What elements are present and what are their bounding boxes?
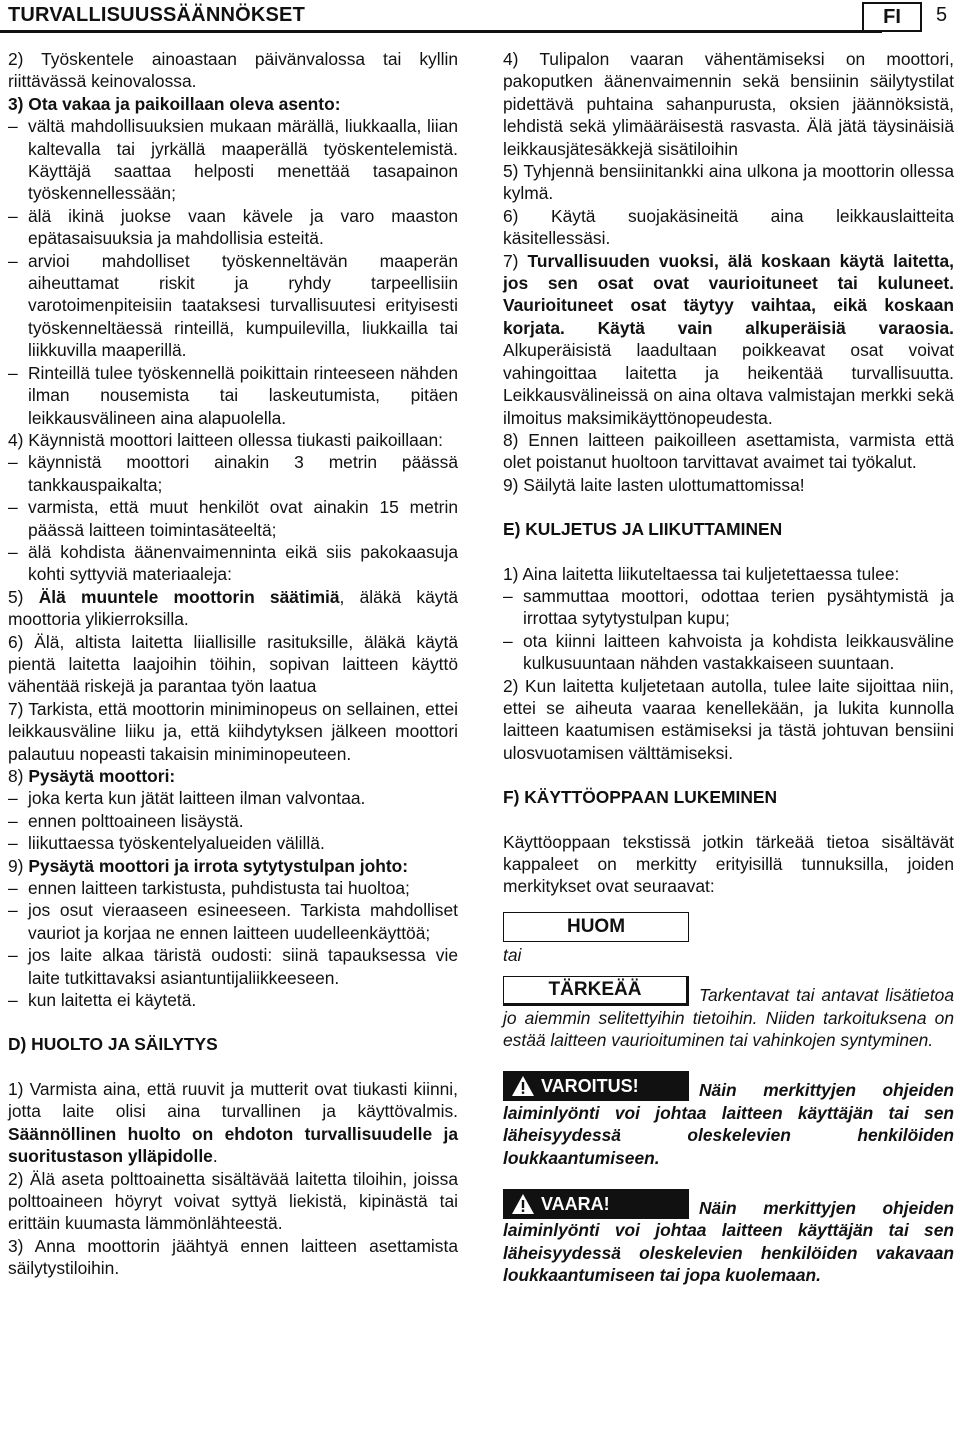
list-item: – jos laite alkaa täristä oudosti: siinä tapauksessa vie laite tutkittavaksi asiantuntijaliikkeeseen. [8,944,458,989]
header-rule [0,30,882,33]
paragraph-e1: 1) Aina laitetta liikuteltaessa tai kuljetettaessa tulee: [503,563,900,584]
tarkeaa-box: TÄRKEÄÄ [503,976,689,1006]
paragraph-d6: 6) Käytä suojakäsineitä aina leikkauslaitteita käsitellessäsi. [503,205,954,249]
paragraph-2: 2) Työskentele ainoastaan päivänvalossa tai kyllin riittävässä keinovalossa. [8,49,458,92]
list-item: – liikuttaessa työskentelyalueiden välillä. [8,832,458,854]
list-item: – vältä mahdollisuuksien mukaan märällä, liukkaalla, liian kaltevalla tai jyrkällä maaperällä työskentelemistä. Käyttäjä saattaa helposti menettää tasapainon työskennellessään; [8,115,458,205]
list-item: – varmista, että muut henkilöt ovat ainakin 15 metrin päässä laitteen toimintasäteeltä; [8,496,458,541]
paragraph-f1: Käyttöoppaan tekstissä jotkin tärkeää tietoa sisältävät kappaleet on merkitty erityisillä tunnuksilla, joiden merkitykset ovat seuraavat: [503,831,954,897]
page-header [0,0,960,34]
list-item: – joka kerta kun jätät laitteen ilman valvontaa. [8,787,458,809]
list-item: – ennen laitteen tarkistusta, puhdistusta tai huoltoa; [8,877,458,899]
section-heading-e: E) KULJETUS JA LIIKUTTAMINEN [503,519,783,540]
paragraph-4-title: 4) Käynnistä moottori laitteen ollessa tiukasti paikoillaan: [8,429,443,450]
section-heading-f: F) KÄYTTÖOPPAAN LUKEMINEN [503,787,778,808]
list-item: – älä kohdista äänenvaimenninta eikä siis pakokaasuja kohti syttyviä materiaaleja: [8,541,458,586]
warning-triangle-icon [511,1075,535,1097]
header-title: TURVALLISUUSSÄÄNNÖKSET [8,4,306,26]
paragraph-d2: 2) Älä aseta polttoainetta sisältävää laitetta tiloihin, joissa polttoaineen höyryt voivat syttyä liekistä, kipinästä tai erittäin kuumasta lämmönlähteestä. [8,1168,458,1234]
paragraph-d5: 5) Tyhjennä bensiinitankki aina ulkona ja moottorin ollessa kylmä. [503,161,954,204]
list-item: – arvioi mahdolliset työskenneltävän maaperän aiheuttamat riskit ja ryhdy tarpeellisiin varotoimenpiteisiin taataksesi turvallisuutesi erityisesti työskenneltäessä rinteillä, kumpuilevilla, liukkailla tai liikkuvilla maaperillä. [8,250,458,362]
or-label: tai [503,944,522,965]
paragraph-6: 6) Älä, altista laitetta liiallisille rasituksille, äläkä käytä pientä laitetta laajoihin töihin, sopivan laitteen käyttö vähentää riskejä ja parantaa työn laatua [8,631,458,697]
paragraph-d1: 1) Varmista aina, että ruuvit ja mutterit ovat tiukasti kiinni, jotta laite olisi aina turvallinen ja käyttövalmis. Säännöllinen huolto on ehdoton turvallisuudelle ja suoritustason ylläpidolle. [8,1078,458,1167]
vaara-badge [503,1189,689,1219]
paragraph-e2: 2) Kun laitetta kuljetetaan autolla, tulee laite sijoittaa niin, ettei se aiheuta vaaraa kenellekään, ja lukita kunnolla laitteen kaatumisen estämiseksi ja tästä johtuvan bensiini ulosvuotamisen välttämiseksi. [503,675,954,763]
huom-box: HUOM [503,912,689,942]
left-column [8,48,458,1280]
paragraph-d8: 8) Ennen laitteen paikoilleen asettamista, varmista että olet poistanut huoltoon tarvittavat avaimet tai työkalut. [503,429,954,473]
list-item: – sammuttaa moottori, odottaa terien pysähtymistä ja irrottaa sytytystulpan kupu; [503,585,954,630]
paragraph-d9: 9) Säilytä laite lasten ulottumattomissa! [503,474,805,495]
varoitus-label: VAROITUS! [541,1076,639,1097]
list-item: – ota kiinni laitteen kahvoista ja kohdista leikkausväline kulkusuuntaan nähden vastakkaiseen suuntaan. [503,630,954,675]
tarkeaa-block [503,976,954,1051]
language-badge: FI [862,2,922,32]
section-heading-d: D) HUOLTO JA SÄILYTYS [8,1034,218,1055]
paragraph-d7: 7) Turvallisuuden vuoksi, älä koskaan käytä laitetta, jos sen osat ovat vaurioituneet tai kuluneet. Vaurioituneet osat täytyy vaihtaa, eikä koskaan korjata. Käytä vain alkuperäisiä varaosia. Alkuperäisistä laadultaan poikkeavat osat voivat vahingoittaa laitetta ja heikentää turvallisuutta. Leikkausvälineissä on aina oltava valmistajan merkki sekä ilmoitus maksimikäyttönopeudesta. [503,250,954,428]
paragraph-3-title: 3) Ota vakaa ja paikoillaan oleva asento: [8,93,341,114]
right-column [503,48,954,1287]
list-item: – Rinteillä tulee työskennellä poikittain rinteeseen nähden ilman nousemista tai laskeutumista, pitäen leikkausvälineen aina alapuolella. [8,362,458,429]
paragraph-d3: 3) Anna moottorin jäähtyä ennen laitteen asettamista säilytystiloihin. [8,1235,458,1279]
vaara-text: Näin merkittyjen ohjeiden laiminlyönti voi johtaa laitteen käyttäjän tai sen läheisyydessä oleskelevien henkilöiden vakavaan loukkaantumiseen tai jopa kuolemaan. [503,1198,954,1286]
list-item: – ennen polttoaineen lisäystä. [8,810,458,832]
warning-triangle-icon [511,1193,535,1215]
vaara-label: VAARA! [541,1193,610,1214]
list-item: – jos osut vieraaseen esineeseen. Tarkista mahdolliset vauriot ja korjaa ne ennen laitteen uudelleenkäyttöä; [8,899,458,944]
list-item: – kun laitetta ei käytetä. [8,989,458,1011]
paragraph-d4: 4) Tulipalon vaaran vähentämiseksi on moottori, pakoputken äänenvaimennin sekä bensiinin säilytystilat pidettävä puhtaina sahanpurusta, oksien jäännöksistä, lehdistä sekä ylimääräisestä rasvasta. Älä jätä täysinäisiä leikkausjätesäkkejä sisätiloihin [503,49,954,159]
paragraph-5: 5) Älä muuntele moottorin säätimiä, äläkä käytä moottoria ylikierroksilla. [8,586,458,630]
paragraph-8-title: 8) Pysäytä moottori: [8,766,176,786]
page-number: 5 [936,4,948,26]
list-item: – käynnistä moottori ainakin 3 metrin päässä tankkauspaikalta; [8,451,458,496]
paragraph-9-title: 9) Pysäytä moottori ja irrota sytytystulpan johto: [8,855,409,876]
varoitus-block [503,1071,954,1169]
vaara-block [503,1189,954,1287]
varoitus-badge [503,1071,689,1101]
list-item: – älä ikinä juokse vaan kävele ja varo maaston epätasaisuuksia ja mahdollisia esteitä. [8,205,458,250]
tarkeaa-text: Tarkentavat tai antavat lisätietoa jo aiemmin selitettyihin tietoihin. Niiden tarkoituksena on estää laitteen vaurioituminen tai vahinkojen syntyminen. [503,985,954,1051]
paragraph-7: 7) Tarkista, että moottorin miniminopeus on sellainen, ettei leikkausväline liiku ja, että kiihdytyksen jälkeen moottori palautuu nopeasti takaisin miniminopeuteen. [8,698,458,764]
varoitus-text: Näin merkittyjen ohjeiden laiminlyönti voi johtaa laitteen käyttäjän tai sen läheisyydessä oleskelevien henkilöiden loukkaantumiseen. [503,1080,954,1168]
